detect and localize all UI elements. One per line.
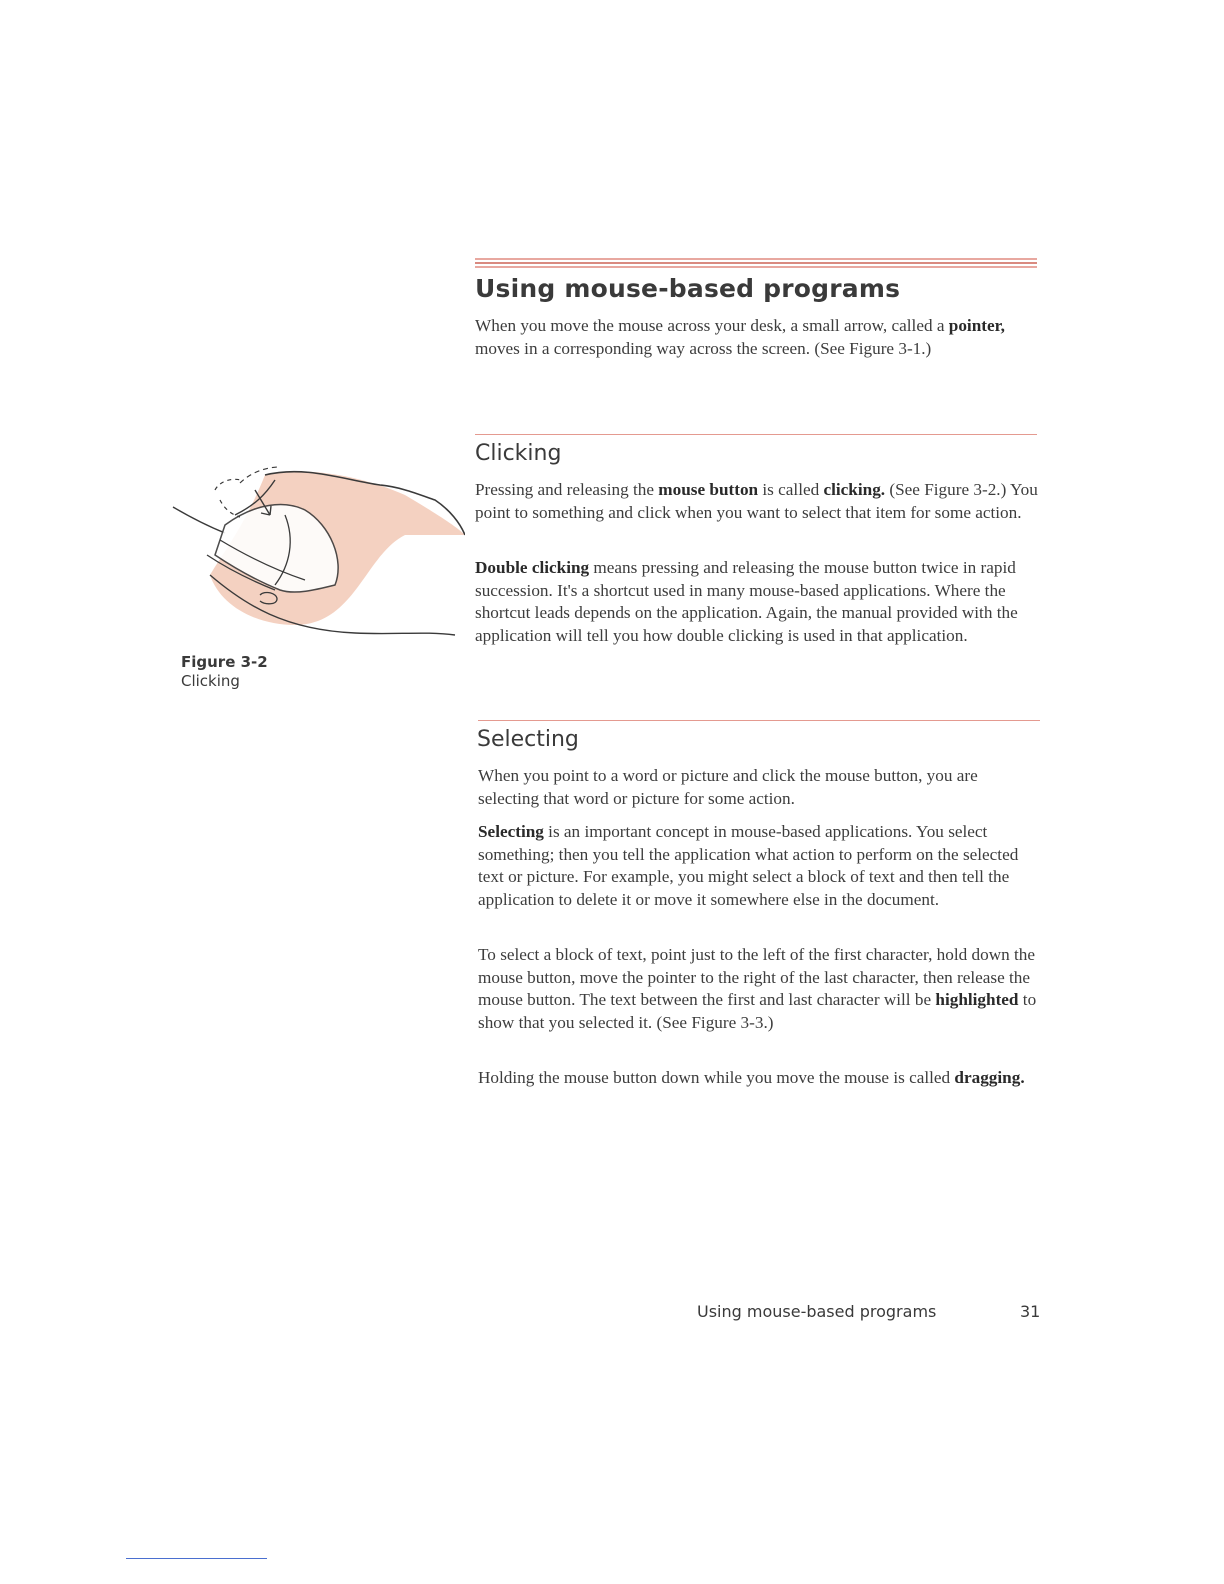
clicking-heading: Clicking: [475, 441, 562, 466]
clicking-paragraph-2: [475, 557, 1040, 647]
intro-text-2: moves in a corresponding way across the screen. (See Figure 3-1.): [475, 338, 932, 358]
running-footer-title: Using mouse-based programs: [697, 1302, 937, 1321]
hand-clicking-mouse-illustration: [165, 455, 465, 645]
selecting-paragraph-4: [478, 1067, 1043, 1090]
section-title: Using mouse-based programs: [475, 274, 901, 303]
figure-caption: [181, 653, 268, 691]
term-pointer: pointer,: [948, 316, 1005, 335]
selecting-p2-text: is an important concept in mouse-based applications. You select something; then you tell the application what action to perform on the selected text or picture. For example, you might select a block of text and then tell the application to delete it or move it somewhere else in the document.: [478, 822, 1019, 909]
term-clicking: clicking.: [823, 480, 886, 499]
selecting-heading: Selecting: [477, 727, 579, 752]
selecting-p3-text-2: to show that you selected it. (See Figure 3-3.): [478, 990, 1037, 1032]
selecting-paragraph-3: [478, 944, 1043, 1034]
clicking-p1-text-2: is called: [758, 480, 824, 499]
clicking-p2-text: means pressing and releasing the mouse button twice in rapid succession. It's a shortcut used in many mouse-based applications. Where the shortcut leads depends on the application. Again, the manual provided with the application will tell you how double clicking is used in that application.: [475, 558, 1018, 645]
term-dragging: dragging.: [954, 1068, 1025, 1087]
selecting-p3-text-1: To select a block of text, point just to the left of the first character, hold down the mouse button, move the pointer to the right of the last character, then release the mouse button. The text between the first and last character will be: [478, 945, 1036, 1009]
term-double-clicking: Double clicking: [475, 558, 590, 577]
term-mouse-button: mouse button: [658, 480, 759, 499]
figure-number: Figure 3-2: [181, 653, 268, 671]
selecting-p4-text: Holding the mouse button down while you move the mouse is called: [478, 1068, 955, 1087]
intro-paragraph: [475, 315, 1040, 360]
selecting-paragraph-2: [478, 821, 1043, 911]
selecting-paragraph-1: When you point to a word or picture and click the mouse button, you are selecting that word or picture for some action.: [478, 766, 978, 808]
intro-text-1: When you move the mouse across your desk, a small arrow, called a: [475, 316, 945, 335]
section-top-rule: [475, 258, 1037, 272]
term-selecting: Selecting: [478, 822, 544, 841]
selecting-rule: [478, 720, 1040, 721]
clicking-p1-text-3: (See Figure 3-2.) You point to something and click when you want to select that item for some action.: [475, 480, 1038, 522]
page-number: 31: [1020, 1302, 1041, 1321]
bottom-link-underline[interactable]: [126, 1558, 267, 1559]
clicking-rule: [475, 434, 1037, 435]
term-highlighted: highlighted: [935, 990, 1019, 1009]
clicking-paragraph-1: [475, 479, 1040, 524]
clicking-p1-text-1: Pressing and releasing the: [475, 480, 659, 499]
figure-title: Clicking: [181, 672, 240, 690]
